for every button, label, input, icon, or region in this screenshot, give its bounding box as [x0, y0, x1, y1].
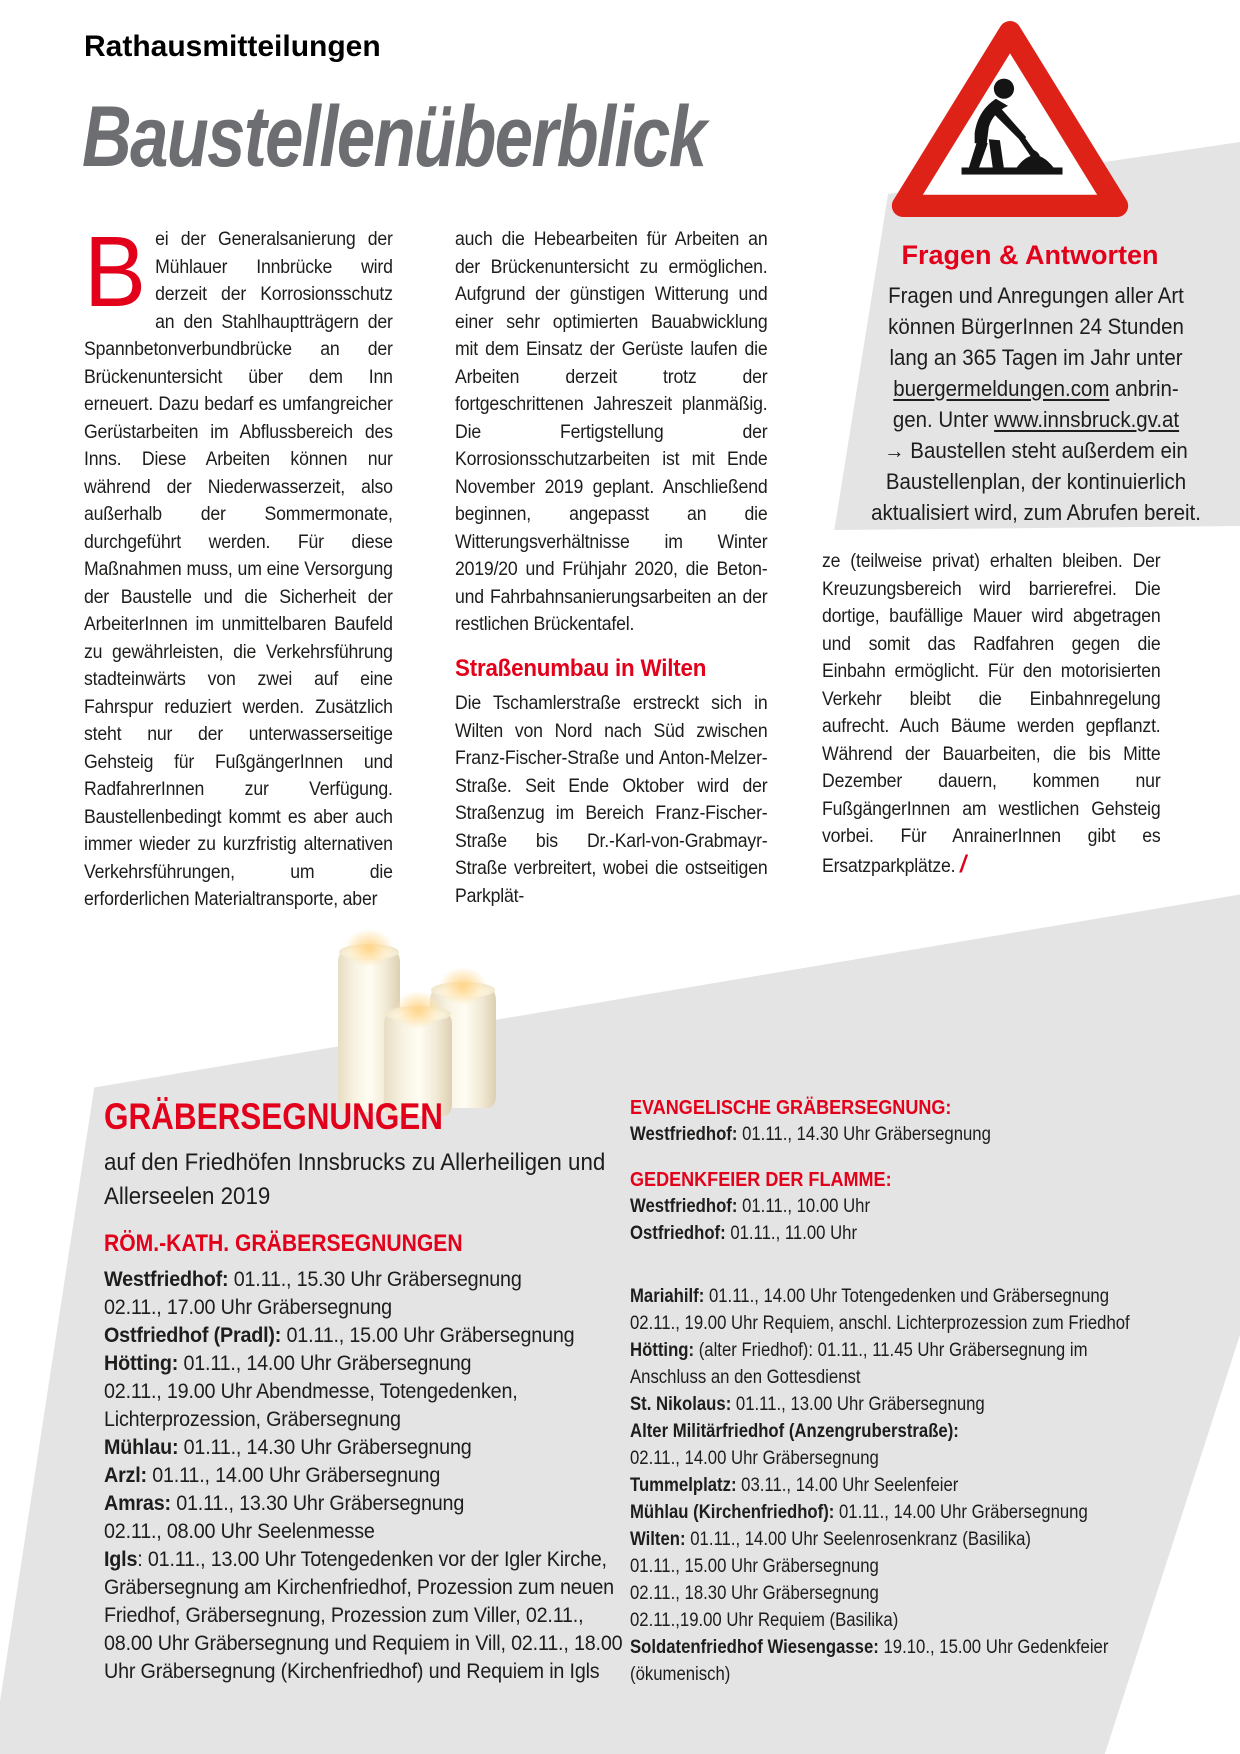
schedule-heading-roem-kath: RÖM.-KATH. GRÄBERSEGNUNGEN — [104, 1230, 463, 1257]
left-schedule — [104, 1266, 630, 1686]
qa-line — [841, 497, 1232, 528]
qa-line — [841, 404, 1232, 435]
schedule-line: Westfriedhof: 01.11., 15.30 Uhr Gräbersegnung — [104, 1268, 522, 1291]
schedule-line: 02.11., 19.00 Uhr Requiem, anschl. Lichterprozession zum Friedhof — [630, 1313, 1130, 1334]
schedule-section — [630, 1166, 1158, 1247]
article-paragraph: auch die Hebearbeiten für Arbeiten an der Brückenuntersicht zu ermöglichen. Aufgrund der günstigen Witterung und einer sehr optimierten Bauabwicklung mit dem Einsatz der Gerüste laufen die Arbeiten derzeit trotz der fortgeschrittenen Jahreszeit planmäßig. Die Fertigstellung der Korrosionsschutzarbeiten ist mit Ende November 2019 geplant. Anschließend beginnen, angepasst an die Witterungsverhältnisse im Winter 2019/20 und Frühjahr 2020, die Beton- und Fahrbahnsanierungsarbeiten an der restlichen Brückentafel. — [455, 229, 768, 635]
article-text: ze (teilweise privat) erhalten bleiben. Der Kreuzungsbereich wird barrierefrei. Die dortige, baufällige Mauer wird abgetragen und somit das Radfahren gegen die Einbahn ermöglicht. Für den motorisierten Verkehr bleibt die Einbahnregelung aufrecht. Auch Bäume werden gepflanzt. Während der Bauarbeiten, die bis Mitte Dezember dauern, kommen nur FußgängerInnen am westlichen Gehsteig vorbei. Für AnrainerInnen gibt es Ersatzparkplätze. — [822, 551, 1161, 877]
qa-text-segment: aktualisiert wird, zum Abrufen bereit. — [871, 500, 1201, 525]
qa-line — [841, 466, 1232, 497]
schedule-line: Amras: 01.11., 13.30 Uhr Gräbersegnung — [104, 1492, 465, 1515]
schedule-section — [630, 1283, 1158, 1688]
drop-cap: B — [84, 216, 146, 328]
qa-line — [841, 435, 1232, 466]
schedule-line: Lichterprozession, Gräbersegnung — [104, 1408, 401, 1431]
schedule-line: Westfriedhof: 01.11., 10.00 Uhr — [630, 1196, 871, 1217]
article-end-mark: / — [960, 850, 967, 878]
page-title: Baustellenüberblick — [82, 89, 706, 185]
schedule-line: Tummelplatz: 03.11., 14.00 Uhr Seelenfeier — [630, 1475, 959, 1496]
schedule-section — [630, 1094, 1158, 1148]
schedule-line: Westfriedhof: 01.11., 14.30 Uhr Gräbersegnung — [630, 1124, 991, 1145]
schedule-line: 02.11., 14.00 Uhr Gräbersegnung — [630, 1448, 879, 1469]
qa-line — [841, 373, 1232, 404]
schedule-heading: GEDENKFEIER DER FLAMME: — [630, 1168, 892, 1191]
schedule-line: 01.11., 15.00 Uhr Gräbersegnung — [630, 1556, 879, 1577]
section-kicker: Rathausmitteilungen — [84, 30, 381, 63]
qa-text-segment: Baustellenplan, der kontinuierlich — [885, 469, 1187, 494]
article-paragraph — [822, 548, 1161, 880]
schedule-line: Hötting: (alter Friedhof): 01.11., 11.45 Uhr Gräbersegnung im Anschluss an den Gottesdienst — [630, 1340, 1088, 1388]
schedule-line: 02.11.,19.00 Uhr Requiem (Basilika) — [630, 1610, 899, 1631]
graves-section-title: GRÄBERSEGNUNGEN — [104, 1096, 444, 1137]
qa-line — [841, 280, 1232, 311]
right-schedule — [630, 1094, 1158, 1688]
qa-line — [841, 311, 1232, 342]
schedule-line: St. Nikolaus: 01.11., 13.00 Uhr Gräbersegnung — [630, 1394, 985, 1415]
schedule-line: Arzl: 01.11., 14.00 Uhr Gräbersegnung — [104, 1464, 441, 1487]
graves-section-subtitle: auf den Friedhöfen Innsbrucks zu Allerheiligen und Allerseelen 2019 — [104, 1149, 606, 1210]
schedule-line: Mariahilf: 01.11., 14.00 Uhr Totengedenken und Gräbersegnung — [630, 1286, 1110, 1307]
schedule-line: Soldatenfriedhof Wiesengasse: 19.10., 15.00 Uhr Gedenkfeier (ökumenisch) — [630, 1637, 1109, 1685]
qa-text-segment: gen. Unter — [892, 407, 995, 432]
schedule-line: Ostfriedhof: 01.11., 11.00 Uhr — [630, 1223, 858, 1244]
qa-line — [841, 342, 1232, 373]
qa-text-segment: Fragen und Anregungen aller Art — [888, 283, 1184, 308]
article-column-1 — [84, 216, 393, 914]
qa-text-segment: lang an 365 Tagen im Jahr unter — [889, 345, 1183, 370]
schedule-line: Ostfriedhof (Pradl): 01.11., 15.00 Uhr Gräbersegnung — [104, 1324, 575, 1347]
article-paragraph — [84, 216, 393, 914]
link-buergermeldungen-com[interactable]: buergermeldungen.com — [893, 376, 1110, 401]
schedule-line: 02.11., 19.00 Uhr Abendmesse, Totengedenken, — [104, 1380, 518, 1403]
schedule-line: 02.11., 08.00 Uhr Seelenmesse — [104, 1520, 375, 1543]
schedule-line: Alter Militärfriedhof (Anzengruberstraße): — [630, 1421, 959, 1442]
article-column-3 — [822, 548, 1161, 880]
construction-worker-warning-triangle-icon — [850, 18, 1170, 220]
schedule-line: Wilten: 01.11., 14.00 Uhr Seelenrosenkranz (Basilika) — [630, 1529, 1032, 1550]
schedule-line: 02.11., 18.30 Uhr Gräbersegnung — [630, 1583, 879, 1604]
qa-text-segment: anbrin- — [1109, 376, 1179, 401]
schedule-line: 02.11., 17.00 Uhr Gräbersegnung — [104, 1296, 392, 1319]
qa-box-text — [841, 280, 1232, 528]
schedule-line: Mühlau: 01.11., 14.30 Uhr Gräbersegnung — [104, 1436, 472, 1459]
schedule-line: Igls: 01.11., 13.00 Uhr Totengedenken vor der Igler Kirche, Gräbersegnung am Kirchenfriedhof, Prozession zum neuen Friedhof, Gräbersegnung, Prozession zum Viller, 02.11., 08.00 Uhr Gräbersegnung und Requiem in Vill, 02.11., 18.00 Uhr Gräbersegnung (Kirchenfriedhof) und Requiem in Igls — [104, 1548, 623, 1683]
schedule-line: Mühlau (Kirchenfriedhof): 01.11., 14.00 Uhr Gräbersegnung — [630, 1502, 1088, 1523]
schedule-line: Hötting: 01.11., 14.00 Uhr Gräbersegnung — [104, 1352, 472, 1375]
qa-text-segment: können BürgerInnen 24 Stunden — [888, 314, 1184, 339]
subheading-strassenumbau: Straßenumbau in Wilten — [455, 654, 707, 682]
article-column-2 — [455, 226, 767, 910]
link-innsbruck-gv-at[interactable]: www.innsbruck.gv.at — [994, 407, 1180, 432]
article-paragraph: Die Tschamlerstraße erstreckt sich in Wilten von Nord nach Süd zwischen Franz-Fischer-Straße und Anton-Melzer-Straße. Seit Ende Oktober wird der Straßenzug im Bereich Franz-Fischer-Straße bis Dr.-Karl-von-Grabmayr-Straße verbreitert, wobei die ostseitigen Parkplät- — [455, 693, 768, 907]
article-text: ei der Generalsanierung der Mühlauer Innbrücke wird derzeit der Korrosionsschutz an den Stahlhauptträgern der Spannbetonverbundbrücke an der Brückenuntersicht über dem Inn erneuert. Dazu bedarf es umfangreicher Gerüstarbeiten im Abflussbereich des Inns. Diese Arbeiten können nur während der Niederwasserzeit, also außerhalb der Sommermonate, durchgeführt werden. Für diese Maßnahmen muss, um eine Versorgung der Baustelle und die Sicherheit der ArbeiterInnen im unmittelbaren Baufeld zu gewährleisten, die Verkehrsführung stadteinwärts von zwei auf eine Fahrspur reduziert werden. Zusätzlich steht nur der unterwasserseitige Gehsteig für FußgängerInnen und RadfahrerInnen zur Verfügung. Baustellenbedingt kommt es aber auch immer wieder zu kurzfristig alternativen Verkehrsführungen, um die erforderlichen Materialtransporte, aber — [84, 229, 393, 910]
qa-box-title: Fragen & Antworten — [901, 240, 1159, 270]
qa-text-segment: → Baustellen steht außerdem ein — [884, 438, 1188, 463]
schedule-heading: EVANGELISCHE GRÄBERSEGNUNG: — [630, 1096, 952, 1119]
